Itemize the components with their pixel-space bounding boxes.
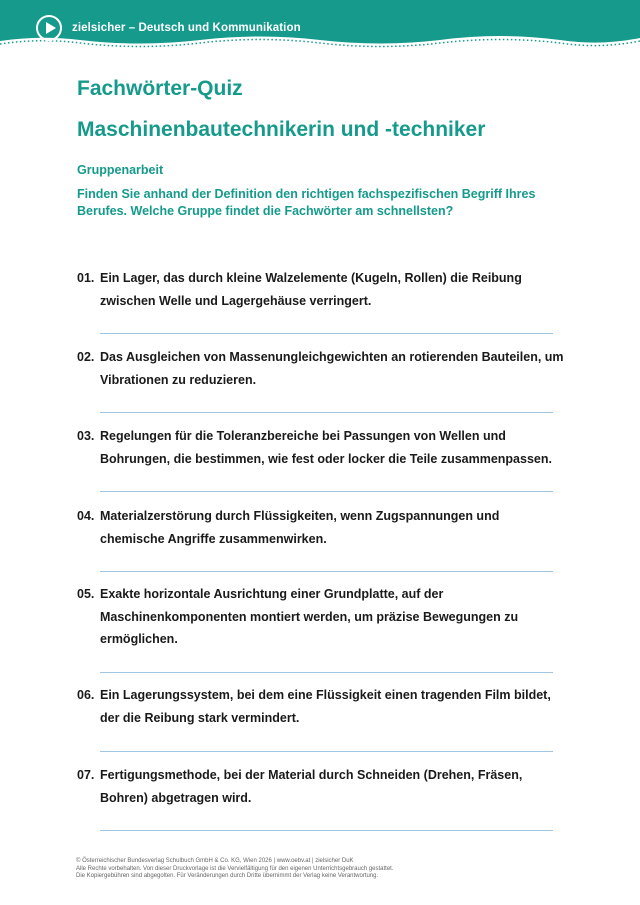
brand-name: zielsicher – Deutsch und Kommunikation (72, 22, 301, 34)
footer-rights: Alle Rechte vorbehalten. Von dieser Druckvorlage ist die Vervielfältigung für den eigenen Unterrichtsgebrauch gestattet. (76, 865, 394, 872)
question-text: Exakte horizontale Ausrichtung einer Grundplatte, auf der Maschinenkomponenten montiert werden, um präzise Bewegungen zu ermöglichen. (100, 587, 519, 646)
instructions: Finden Sie anhand der Definition den richtigen fachspezifischen Begriff Ihres Berufes. Welche Gruppe findet die Fachwörter am schnellsten? (77, 187, 536, 218)
question-text: Fertigungsmethode, bei der Material durch Schneiden (Drehen, Fräsen, Bohren) abgetragen wird. (100, 768, 523, 805)
question-4 (77, 505, 567, 550)
question-text: Ein Lager, das durch kleine Walzelemente (Kugeln, Rollen) die Reibung zwischen Welle und Lagergehäuse verringert. (100, 271, 522, 308)
question-3 (77, 425, 567, 470)
question-2 (77, 346, 567, 391)
answer-line-5[interactable] (100, 672, 553, 673)
answer-line-1[interactable] (100, 333, 553, 334)
question-text: Das Ausgleichen von Massenungleichgewichten an rotierenden Bauteilen, um Vibrationen zu reduzieren. (100, 350, 564, 387)
answer-line-3[interactable] (100, 491, 553, 492)
question-number: 04. (77, 509, 95, 523)
answer-line-6[interactable] (100, 751, 553, 752)
question-number: 07. (77, 768, 95, 782)
answer-line-2[interactable] (100, 412, 553, 413)
question-number: 01. (77, 271, 95, 285)
brand (36, 14, 301, 42)
footer-copyright: © Österreichischer Bundesverlag Schulbuch GmbH & Co. KG, Wien 2026 | www.oebv.at | zielsicher DuK (76, 858, 354, 864)
page-subtitle: Maschinenbautechnikerin und -techniker (77, 118, 486, 141)
footer-liability: Die Kopiergebühren sind abgegolten. Für Veränderungen durch Dritte übernimmt der Verlag keine Verantwortung. (76, 873, 379, 879)
question-number: 05. (77, 587, 95, 601)
question-6 (77, 684, 567, 729)
question-text: Materialzerstörung durch Flüssigkeiten, wenn Zugspannungen und chemische Angriffe zusammenwirken. (100, 509, 500, 546)
activity-type: Gruppenarbeit (77, 163, 164, 177)
footer (76, 858, 596, 881)
answer-line-7[interactable] (100, 830, 553, 831)
question-number: 03. (77, 429, 95, 443)
answer-line-4[interactable] (100, 571, 553, 572)
header-banner (0, 0, 640, 48)
question-5 (77, 583, 567, 651)
question-1 (77, 267, 567, 312)
question-text: Regelungen für die Toleranzbereiche bei Passungen von Wellen und Bohrungen, die bestimmen, wie fest oder locker die Teile zusammenpassen. (100, 429, 552, 466)
play-circle-icon (36, 15, 62, 41)
page-title: Fachwörter-Quiz (77, 77, 243, 100)
question-7 (77, 764, 567, 809)
question-number: 02. (77, 350, 95, 364)
question-text: Ein Lagerungssystem, bei dem eine Flüssigkeit einen tragenden Film bildet, der die Reibung stark vermindert. (100, 688, 551, 725)
question-number: 06. (77, 688, 95, 702)
